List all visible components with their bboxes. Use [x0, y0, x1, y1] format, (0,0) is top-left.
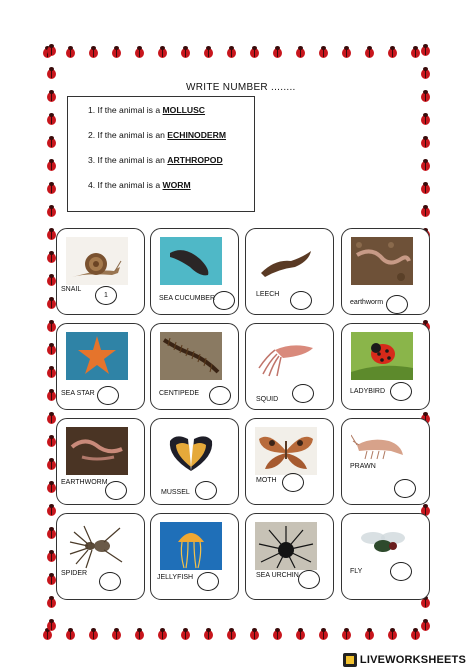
ladybug-icon [295, 628, 306, 640]
liveworksheets-logo-icon [343, 653, 357, 667]
ladybug-icon [46, 619, 57, 631]
leech-image [255, 237, 317, 285]
ladybug-icon [46, 90, 57, 102]
ladybug-icon [134, 628, 145, 640]
card-fly [341, 513, 430, 600]
answer-circle[interactable] [209, 386, 231, 405]
card-sea-star [56, 323, 145, 410]
answer-circle[interactable] [292, 384, 314, 403]
card-mussel [150, 418, 239, 505]
card-spider [56, 513, 145, 600]
card-earthworm [341, 228, 430, 315]
ladybug-icon [295, 46, 306, 58]
ladybug-icon [88, 628, 99, 640]
card-label: EARTHWORM [61, 479, 108, 486]
instruction-item: 4. If the animal is a WORM [88, 180, 191, 190]
ladybug-icon [420, 619, 431, 631]
ladybug-icon [46, 205, 57, 217]
card-label: PRAWN [350, 463, 376, 470]
ladybug-icon [272, 628, 283, 640]
ladybug-icon [46, 320, 57, 332]
ladybug-icon [364, 628, 375, 640]
earthworm-image [66, 427, 128, 475]
answer-circle[interactable] [197, 572, 219, 591]
answer-circle[interactable] [282, 473, 304, 492]
ladybug-icon [318, 46, 329, 58]
ladybug-icon [203, 46, 214, 58]
answer-circle[interactable] [105, 481, 127, 500]
card-ladybird [341, 323, 430, 410]
card-prawn [341, 418, 430, 505]
squid-image [255, 332, 317, 380]
instruction-box [67, 96, 255, 212]
spider-image [66, 522, 128, 570]
sea-star-image [66, 332, 128, 380]
page-title: WRITE NUMBER ........ [186, 82, 296, 93]
card-label: JELLYFISH [157, 574, 194, 581]
ladybug-icon [420, 182, 431, 194]
ladybird-image [351, 332, 413, 380]
card-label: LADYBIRD [350, 388, 386, 395]
ladybug-icon [180, 628, 191, 640]
ladybug-icon [46, 44, 57, 56]
answer-circle[interactable] [390, 562, 412, 581]
ladybug-icon [341, 628, 352, 640]
liveworksheets-brand: LIVEWORKSHEETS [359, 654, 466, 666]
ladybug-icon [420, 136, 431, 148]
sea-cucumber-image [160, 237, 222, 285]
moth-image [255, 427, 317, 475]
centipede-image [160, 332, 222, 380]
card-snail [56, 228, 145, 315]
ladybug-icon [420, 44, 431, 56]
ladybug-icon [387, 628, 398, 640]
answer-circle[interactable] [97, 386, 119, 405]
ladybug-border-top [42, 44, 432, 60]
card-jellyfish [150, 513, 239, 600]
ladybug-icon [46, 412, 57, 424]
ladybug-border-bottom [42, 626, 432, 642]
card-sea-cucumber [150, 228, 239, 315]
ladybug-icon [111, 628, 122, 640]
liveworksheets-logo [343, 652, 466, 668]
card-leech [245, 228, 334, 315]
card-earthworm-2 [56, 418, 145, 505]
ladybug-icon [249, 46, 260, 58]
ladybug-icon [46, 136, 57, 148]
ladybug-icon [46, 113, 57, 125]
card-squid [245, 323, 334, 410]
ladybug-icon [420, 205, 431, 217]
snail-image [66, 237, 128, 285]
ladybug-icon [420, 159, 431, 171]
ladybug-icon [65, 628, 76, 640]
jellyfish-image [160, 522, 222, 570]
answer-circle[interactable] [386, 295, 408, 314]
ladybug-icon [180, 46, 191, 58]
ladybug-icon [65, 46, 76, 58]
card-label: SPIDER [61, 570, 88, 577]
card-centipede [150, 323, 239, 410]
ladybug-icon [341, 46, 352, 58]
answer-circle[interactable] [213, 291, 235, 310]
card-label: SEA CUCUMBER [159, 295, 216, 302]
answer-circle[interactable] [290, 291, 312, 310]
ladybug-icon [226, 628, 237, 640]
ladybug-icon [249, 628, 260, 640]
ladybug-icon [420, 113, 431, 125]
card-label: LEECH [256, 291, 280, 298]
ladybug-icon [46, 159, 57, 171]
answer-circle[interactable] [390, 382, 412, 401]
ladybug-icon [88, 46, 99, 58]
ladybug-icon [157, 46, 168, 58]
card-label: FLY [350, 568, 363, 575]
answer-circle[interactable] [298, 570, 320, 589]
ladybug-icon [387, 46, 398, 58]
ladybug-icon [134, 46, 145, 58]
answer-circle[interactable]: 1 [95, 286, 117, 305]
card-label: earthworm [350, 299, 384, 306]
ladybug-icon [420, 67, 431, 79]
ladybug-icon [226, 46, 237, 58]
card-label: SEA STAR [61, 390, 95, 397]
card-label: SQUID [256, 396, 279, 403]
ladybug-icon [46, 67, 57, 79]
answer-circle[interactable] [394, 479, 416, 498]
ladybug-icon [364, 46, 375, 58]
instruction-item: 2. If the animal is an ECHINODERM [88, 130, 227, 140]
ladybug-icon [318, 628, 329, 640]
card-label: CENTIPEDE [159, 390, 200, 397]
mussel-image [160, 427, 222, 475]
answer-circle[interactable] [99, 572, 121, 591]
ladybug-icon [46, 596, 57, 608]
sea-urchin-image [255, 522, 317, 570]
card-label: MOTH [256, 477, 277, 484]
instruction-item: 3. If the animal is an ARTHROPOD [88, 155, 223, 165]
card-moth [245, 418, 334, 505]
ladybug-icon [272, 46, 283, 58]
ladybug-icon [203, 628, 214, 640]
earthworm-image [351, 237, 413, 285]
card-sea-urchin [245, 513, 334, 600]
card-label: MUSSEL [161, 489, 190, 496]
ladybug-icon [157, 628, 168, 640]
ladybug-icon [46, 182, 57, 194]
card-label: SEA URCHIN [256, 572, 299, 579]
card-label: SNAIL [61, 286, 82, 293]
ladybug-icon [420, 90, 431, 102]
instruction-item: 1. If the animal is a MOLLUSC [88, 105, 206, 115]
answer-circle[interactable] [195, 481, 217, 500]
ladybug-icon [111, 46, 122, 58]
ladybug-icon [46, 504, 57, 516]
